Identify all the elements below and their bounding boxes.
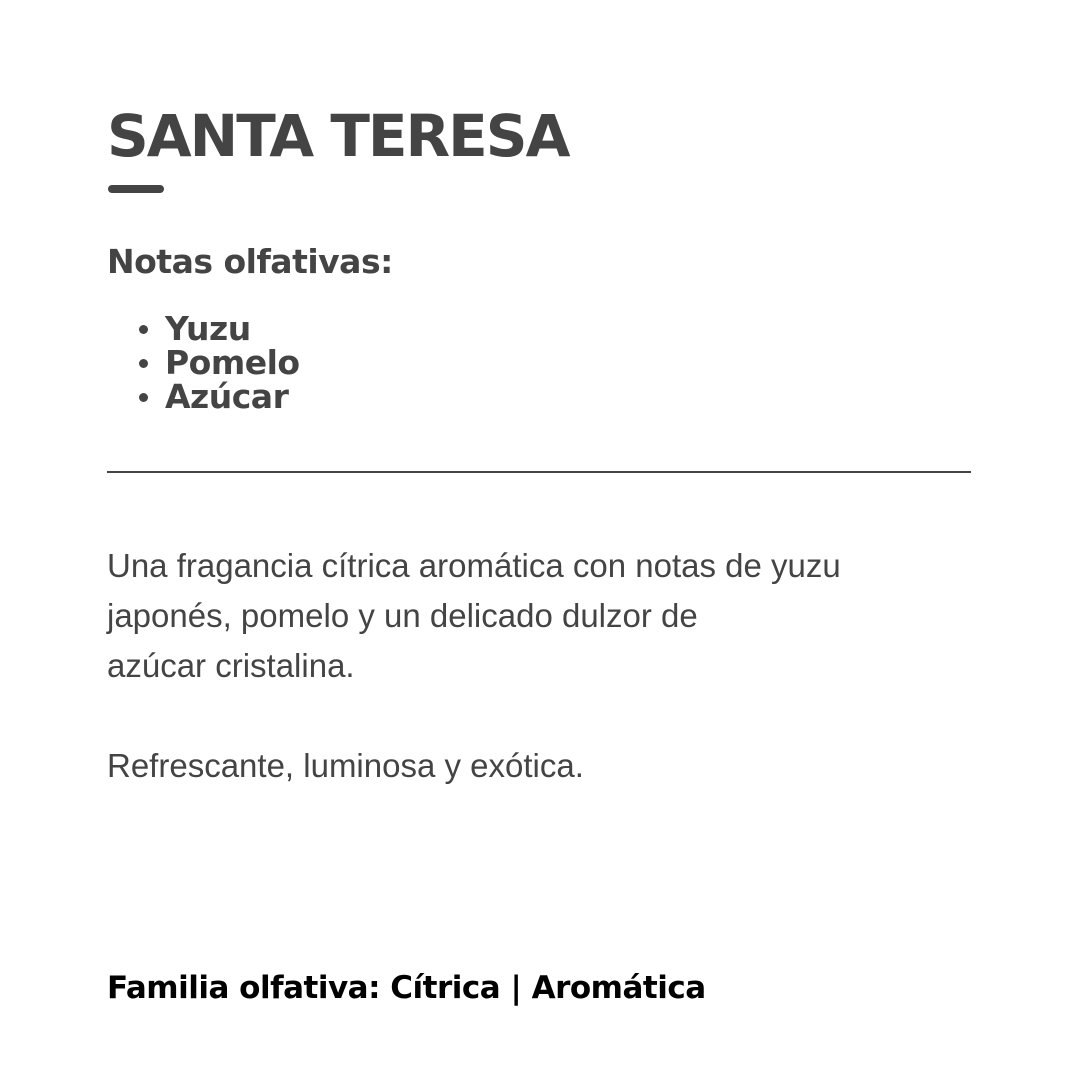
- note-item: [107, 309, 300, 348]
- note-label: Pomelo: [165, 343, 300, 382]
- description-line: Una fragancia cítrica aromática con notas de yuzu: [107, 547, 841, 584]
- note-item: [107, 377, 300, 416]
- description-line: japonés, pomelo y un delicado dulzor de: [107, 597, 698, 634]
- description-text: [107, 541, 967, 691]
- bullet-icon: [139, 359, 148, 368]
- tagline-text: Refrescante, luminosa y exótica.: [107, 747, 584, 784]
- title-underline-accent: [108, 185, 164, 193]
- note-item: [107, 343, 300, 382]
- bullet-icon: [139, 393, 148, 402]
- section-divider: [107, 471, 971, 473]
- notes-list: [107, 309, 300, 416]
- note-label: Azúcar: [165, 377, 289, 416]
- notes-heading: Notas olfativas:: [107, 242, 393, 281]
- product-title: SANTA TERESA: [107, 102, 569, 170]
- description-line: azúcar cristalina.: [107, 647, 355, 684]
- note-label: Yuzu: [165, 309, 251, 348]
- bullet-icon: [139, 325, 148, 334]
- olfactory-family: Familia olfativa: Cítrica | Aromática: [107, 970, 706, 1006]
